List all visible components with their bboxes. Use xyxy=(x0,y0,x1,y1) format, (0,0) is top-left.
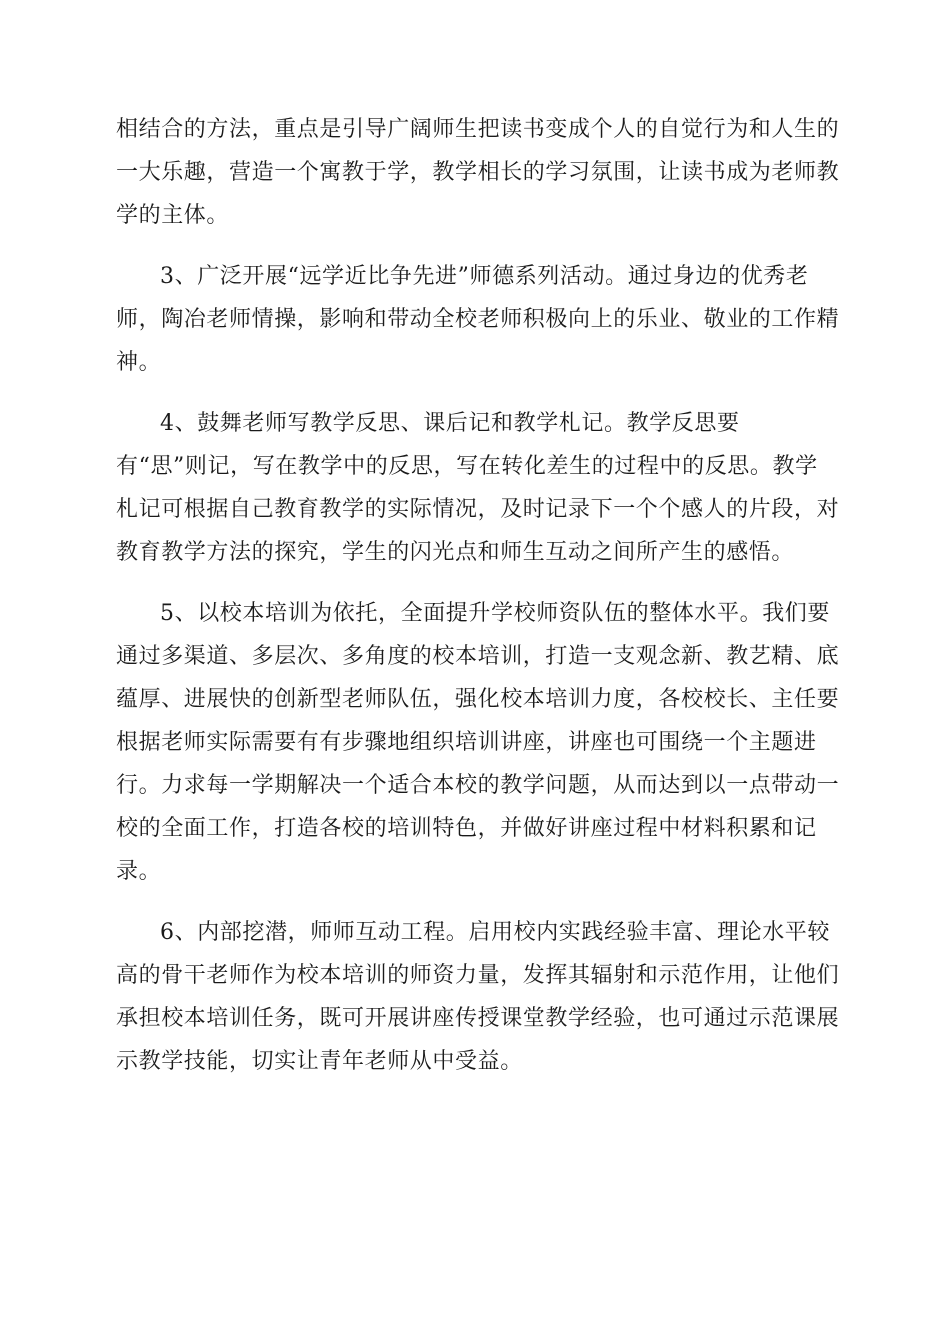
text-line: 通过多渠道、多层次、多角度的校本培训，打造一支观念新、教艺精、底 xyxy=(116,644,840,669)
text-line: 神。 xyxy=(116,350,162,375)
text-line: 札记可根据自己教育教学的实际情况，及时记录下一个个感人的片段，对 xyxy=(116,497,840,522)
text-line: 6、内部挖潜，师师互动工程。启用校内实践经验丰富、理论水平较 xyxy=(160,920,830,945)
text-line: 师，陶冶老师情操，影响和带动全校老师积极向上的乐业、敬业的工作精 xyxy=(116,307,840,332)
text-line: 有“思”则记，写在教学中的反思，写在转化差生的过程中的反思。教学 xyxy=(116,454,818,479)
paragraph-item-5 xyxy=(116,592,840,893)
paragraph-item-3 xyxy=(116,255,840,384)
text-line: 教育教学方法的探究，学生的闪光点和师生互动之间所产生的感悟。 xyxy=(116,540,795,565)
text-line: 4、鼓舞老师写教学反思、课后记和教学札记。教学反思要 xyxy=(160,411,740,436)
paragraph-item-4 xyxy=(116,402,840,574)
paragraph-item-6 xyxy=(116,911,840,1083)
paragraph-reading-culture xyxy=(116,108,840,237)
text-line: 承担校本培训任务，既可开展讲座传授课堂教学经验，也可通过示范课展 xyxy=(116,1006,840,1031)
text-line: 行。力求每一学期解决一个适合本校的教学问题，从而达到以一点带动一 xyxy=(116,773,840,798)
text-line: 高的骨干老师作为校本培训的师资力量，发挥其辐射和示范作用，让他们 xyxy=(116,963,840,988)
text-line: 学的主体。 xyxy=(116,203,230,228)
text-line: 校的全面工作，打造各校的培训特色，并做好讲座过程中材料积累和记 xyxy=(116,816,817,841)
document-body xyxy=(116,108,840,1101)
text-line: 3、广泛开展“远学近比争先进”师德系列活动。通过身边的优秀老 xyxy=(160,264,809,289)
text-line: 一大乐趣，营造一个寓教于学，教学相长的学习氛围，让读书成为老师教 xyxy=(116,160,840,185)
text-line: 5、以校本培训为依托，全面提升学校师资队伍的整体水平。我们要 xyxy=(160,601,830,626)
text-line: 示教学技能，切实让青年老师从中受益。 xyxy=(116,1049,523,1074)
text-line: 根据老师实际需要有有步骤地组织培训讲座，讲座也可围绕一个主题进 xyxy=(116,730,817,755)
text-line: 蕴厚、进展快的创新型老师队伍，强化校本培训力度，各校校长、主任要 xyxy=(116,687,840,712)
text-line: 相结合的方法，重点是引导广阔师生把读书变成个人的自觉行为和人生的 xyxy=(116,117,840,142)
text-line: 录。 xyxy=(116,859,162,884)
